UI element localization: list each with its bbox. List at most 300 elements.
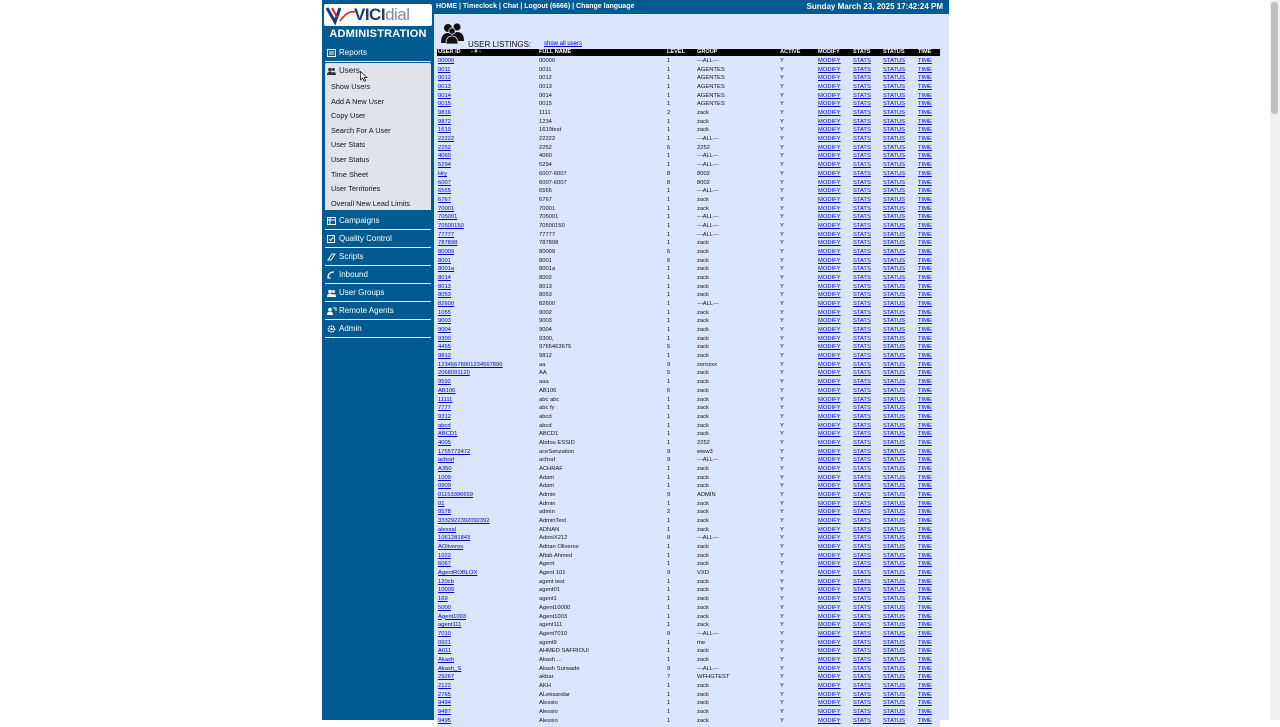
header-level[interactable]: LEVEL bbox=[667, 49, 686, 55]
time-link[interactable]: TIME bbox=[918, 144, 932, 151]
modify-link[interactable]: MODIFY bbox=[818, 153, 841, 160]
time-link[interactable]: TIME bbox=[918, 266, 932, 273]
modify-link[interactable]: MODIFY bbox=[818, 283, 841, 290]
modify-link[interactable]: MODIFY bbox=[818, 301, 841, 308]
stats-link[interactable]: STATS bbox=[853, 240, 871, 247]
user-id-link[interactable]: 6565 bbox=[438, 188, 451, 195]
time-link[interactable]: TIME bbox=[918, 483, 932, 490]
stats-link[interactable]: STATS bbox=[853, 266, 871, 273]
sidebar-section-inbound[interactable] bbox=[325, 267, 431, 284]
stats-link[interactable]: STATS bbox=[853, 387, 871, 394]
modify-link[interactable]: MODIFY bbox=[818, 101, 841, 108]
time-link[interactable]: TIME bbox=[918, 474, 932, 481]
sidebar-section-reports[interactable] bbox=[325, 45, 431, 62]
status-link[interactable]: STATUS bbox=[883, 118, 906, 125]
stats-link[interactable]: STATS bbox=[853, 75, 871, 82]
time-link[interactable]: TIME bbox=[918, 379, 932, 386]
status-link[interactable]: STATUS bbox=[883, 205, 906, 212]
header-full-name[interactable]: FULL NAME bbox=[539, 49, 572, 55]
time-link[interactable]: TIME bbox=[918, 118, 932, 125]
stats-link[interactable]: STATS bbox=[853, 66, 871, 73]
stats-link[interactable]: STATS bbox=[853, 457, 871, 464]
stats-link[interactable]: STATS bbox=[853, 587, 871, 594]
modify-link[interactable]: MODIFY bbox=[818, 639, 841, 646]
status-link[interactable]: STATUS bbox=[883, 604, 906, 611]
stats-link[interactable]: STATS bbox=[853, 205, 871, 212]
stats-link[interactable]: STATS bbox=[853, 535, 871, 542]
status-link[interactable]: STATUS bbox=[883, 257, 906, 264]
user-id-link[interactable]: 1055 bbox=[438, 309, 451, 316]
header-active[interactable]: ACTIVE bbox=[780, 49, 801, 55]
modify-link[interactable]: MODIFY bbox=[818, 552, 841, 559]
stats-link[interactable]: STATS bbox=[853, 526, 871, 533]
status-link[interactable]: STATUS bbox=[883, 535, 906, 542]
stats-link[interactable]: STATS bbox=[853, 327, 871, 334]
status-link[interactable]: STATUS bbox=[883, 283, 906, 290]
status-link[interactable]: STATUS bbox=[883, 361, 906, 368]
time-link[interactable]: TIME bbox=[918, 353, 932, 360]
stats-link[interactable]: STATS bbox=[853, 483, 871, 490]
modify-link[interactable]: MODIFY bbox=[818, 361, 841, 368]
modify-link[interactable]: MODIFY bbox=[818, 492, 841, 498]
user-id-link[interactable]: Agent1003 bbox=[438, 613, 467, 620]
user-id-link[interactable]: 9578 bbox=[438, 509, 451, 516]
time-link[interactable]: TIME bbox=[918, 66, 932, 73]
time-link[interactable]: TIME bbox=[918, 552, 932, 559]
time-link[interactable]: TIME bbox=[918, 110, 932, 117]
stats-link[interactable]: STATS bbox=[853, 275, 871, 281]
stats-link[interactable]: STATS bbox=[853, 335, 871, 342]
stats-link[interactable]: STATS bbox=[853, 413, 871, 420]
modify-link[interactable]: MODIFY bbox=[818, 84, 841, 91]
status-link[interactable]: STATUS bbox=[883, 578, 906, 585]
user-id-link[interactable]: A011 bbox=[438, 648, 452, 655]
status-link[interactable]: STATUS bbox=[883, 413, 906, 420]
stats-link[interactable]: STATS bbox=[853, 231, 871, 238]
time-link[interactable]: TIME bbox=[918, 431, 932, 438]
modify-link[interactable]: MODIFY bbox=[818, 474, 841, 481]
time-link[interactable]: TIME bbox=[918, 448, 932, 455]
modify-link[interactable]: MODIFY bbox=[818, 700, 841, 707]
modify-link[interactable]: MODIFY bbox=[818, 483, 841, 490]
user-id-link[interactable]: 8013 bbox=[438, 283, 451, 290]
stats-link[interactable]: STATS bbox=[853, 613, 871, 620]
status-link[interactable]: STATUS bbox=[883, 474, 906, 481]
user-id-link[interactable]: 8014 bbox=[438, 275, 451, 281]
stats-link[interactable]: STATS bbox=[853, 214, 871, 221]
status-link[interactable]: STATUS bbox=[883, 162, 906, 169]
time-link[interactable]: TIME bbox=[918, 570, 932, 577]
show-all-users-link[interactable]: show all users bbox=[544, 41, 583, 47]
header-group[interactable]: GROUP bbox=[697, 49, 718, 55]
time-link[interactable]: TIME bbox=[918, 578, 932, 585]
time-link[interactable]: TIME bbox=[918, 717, 932, 724]
stats-link[interactable]: STATS bbox=[853, 196, 871, 203]
modify-link[interactable]: MODIFY bbox=[818, 691, 841, 698]
user-id-link[interactable]: 9495 bbox=[438, 717, 451, 724]
user-id-link[interactable]: 2252 bbox=[438, 144, 451, 151]
status-link[interactable]: STATUS bbox=[883, 127, 906, 134]
time-link[interactable]: TIME bbox=[918, 179, 932, 186]
stats-link[interactable]: STATS bbox=[853, 58, 871, 64]
stats-link[interactable]: STATS bbox=[853, 700, 871, 707]
user-id-link[interactable]: 8053 bbox=[438, 292, 451, 299]
user-id-link[interactable]: 1619 bbox=[438, 127, 451, 134]
status-link[interactable]: STATUS bbox=[883, 396, 906, 403]
stats-link[interactable]: STATS bbox=[853, 665, 871, 672]
stats-link[interactable]: STATS bbox=[853, 492, 871, 498]
user-id-link[interactable]: agent111 bbox=[438, 622, 462, 629]
time-link[interactable]: TIME bbox=[918, 58, 932, 64]
status-link[interactable]: STATUS bbox=[883, 552, 906, 559]
time-link[interactable]: TIME bbox=[918, 422, 932, 429]
modify-link[interactable]: MODIFY bbox=[818, 500, 841, 507]
users-submenu-show-users[interactable]: Show Users bbox=[331, 82, 371, 91]
user-id-link[interactable]: 7777 bbox=[438, 405, 451, 412]
modify-link[interactable]: MODIFY bbox=[818, 144, 841, 151]
time-link[interactable]: TIME bbox=[918, 170, 932, 177]
time-link[interactable]: TIME bbox=[918, 604, 932, 611]
stats-link[interactable]: STATS bbox=[853, 353, 871, 360]
time-link[interactable]: TIME bbox=[918, 136, 932, 143]
stats-link[interactable]: STATS bbox=[853, 248, 871, 255]
status-link[interactable]: STATUS bbox=[883, 709, 906, 715]
time-link[interactable]: TIME bbox=[918, 231, 932, 238]
user-id-link[interactable]: 1061281843 bbox=[438, 535, 471, 542]
user-id-link[interactable]: 2765 bbox=[438, 691, 451, 698]
time-link[interactable]: TIME bbox=[918, 292, 932, 299]
time-link[interactable]: TIME bbox=[918, 509, 932, 516]
time-link[interactable]: TIME bbox=[918, 596, 932, 603]
modify-link[interactable]: MODIFY bbox=[818, 656, 841, 663]
time-link[interactable]: TIME bbox=[918, 544, 932, 551]
status-link[interactable]: STATUS bbox=[883, 700, 906, 707]
users-submenu-user-stats[interactable]: User Stats bbox=[331, 140, 366, 150]
time-link[interactable]: TIME bbox=[918, 665, 932, 672]
time-link[interactable]: TIME bbox=[918, 622, 932, 629]
stats-link[interactable]: STATS bbox=[853, 682, 871, 689]
modify-link[interactable]: MODIFY bbox=[818, 370, 841, 377]
stats-link[interactable]: STATS bbox=[853, 500, 871, 507]
users-submenu-user-status[interactable]: User Status bbox=[331, 155, 370, 164]
user-id-link[interactable]: 9312 bbox=[438, 413, 451, 420]
sidebar-section-campaigns[interactable] bbox=[325, 213, 431, 230]
page-scrollbar[interactable] bbox=[1270, 0, 1280, 720]
modify-link[interactable]: MODIFY bbox=[818, 318, 841, 325]
status-link[interactable]: STATUS bbox=[883, 196, 906, 203]
status-link[interactable]: STATUS bbox=[883, 58, 906, 64]
modify-link[interactable]: MODIFY bbox=[818, 439, 841, 446]
stats-link[interactable]: STATS bbox=[853, 405, 871, 412]
stats-link[interactable]: STATS bbox=[853, 162, 871, 169]
user-id-link[interactable]: 2068091120 bbox=[438, 370, 470, 377]
users-submenu-user-territories[interactable]: User Territories bbox=[331, 184, 381, 194]
time-link[interactable]: TIME bbox=[918, 630, 932, 637]
stats-link[interactable]: STATS bbox=[853, 578, 871, 585]
time-link[interactable]: TIME bbox=[918, 648, 932, 655]
status-link[interactable]: STATUS bbox=[883, 457, 906, 464]
status-link[interactable]: STATUS bbox=[883, 717, 906, 724]
modify-link[interactable]: MODIFY bbox=[818, 92, 841, 99]
stats-link[interactable]: STATS bbox=[853, 552, 871, 559]
status-link[interactable]: STATUS bbox=[883, 648, 906, 655]
time-link[interactable]: TIME bbox=[918, 613, 932, 620]
modify-link[interactable]: MODIFY bbox=[818, 266, 841, 273]
user-id-link[interactable]: 2122 bbox=[438, 682, 451, 689]
time-link[interactable]: TIME bbox=[918, 709, 932, 715]
user-id-link[interactable]: 70001 bbox=[438, 205, 455, 212]
user-id-link[interactable]: 01153396659 bbox=[438, 492, 474, 498]
time-link[interactable]: TIME bbox=[918, 465, 932, 472]
time-link[interactable]: TIME bbox=[918, 222, 932, 229]
time-link[interactable]: TIME bbox=[918, 405, 932, 412]
modify-link[interactable]: MODIFY bbox=[818, 596, 841, 603]
user-id-link[interactable]: 9872 bbox=[438, 118, 451, 125]
status-link[interactable]: STATUS bbox=[883, 439, 906, 446]
modify-link[interactable]: MODIFY bbox=[818, 188, 841, 195]
user-id-link[interactable]: Hry bbox=[438, 170, 448, 177]
user-id-link[interactable]: alexxal bbox=[438, 526, 457, 533]
time-link[interactable]: TIME bbox=[918, 257, 932, 264]
time-link[interactable]: TIME bbox=[918, 344, 932, 351]
modify-link[interactable]: MODIFY bbox=[818, 327, 841, 334]
stats-link[interactable]: STATS bbox=[853, 717, 871, 724]
stats-link[interactable]: STATS bbox=[853, 318, 871, 325]
time-link[interactable]: TIME bbox=[918, 561, 932, 568]
modify-link[interactable]: MODIFY bbox=[818, 240, 841, 247]
status-link[interactable]: STATUS bbox=[883, 492, 906, 498]
modify-link[interactable]: MODIFY bbox=[818, 587, 841, 594]
modify-link[interactable]: MODIFY bbox=[818, 344, 841, 351]
time-link[interactable]: TIME bbox=[918, 639, 932, 646]
modify-link[interactable]: MODIFY bbox=[818, 66, 841, 73]
stats-link[interactable]: STATS bbox=[853, 622, 871, 629]
stats-link[interactable]: STATS bbox=[853, 170, 871, 177]
stats-link[interactable]: STATS bbox=[853, 110, 871, 117]
sidebar-section-users[interactable] bbox=[325, 63, 431, 79]
modify-link[interactable]: MODIFY bbox=[818, 604, 841, 611]
status-link[interactable]: STATUS bbox=[883, 344, 906, 351]
user-id-link[interactable]: 9592 bbox=[438, 379, 451, 386]
time-link[interactable]: TIME bbox=[918, 457, 932, 464]
status-link[interactable]: STATUS bbox=[883, 84, 906, 91]
nav-link-timeclock[interactable]: Timeclock bbox=[462, 3, 497, 10]
time-link[interactable]: TIME bbox=[918, 691, 932, 698]
time-link[interactable]: TIME bbox=[918, 327, 932, 334]
modify-link[interactable]: MODIFY bbox=[818, 292, 841, 299]
status-link[interactable]: STATUS bbox=[883, 448, 906, 455]
time-link[interactable]: TIME bbox=[918, 275, 932, 281]
status-link[interactable]: STATUS bbox=[883, 144, 906, 151]
user-id-link[interactable]: achraf bbox=[438, 457, 455, 464]
status-link[interactable]: STATUS bbox=[883, 66, 906, 73]
modify-link[interactable]: MODIFY bbox=[818, 648, 841, 655]
modify-link[interactable]: MODIFY bbox=[818, 431, 841, 438]
modify-link[interactable]: MODIFY bbox=[818, 570, 841, 577]
modify-link[interactable]: MODIFY bbox=[818, 222, 841, 229]
modify-link[interactable]: MODIFY bbox=[818, 518, 841, 525]
time-link[interactable]: TIME bbox=[918, 205, 932, 212]
modify-link[interactable]: MODIFY bbox=[818, 110, 841, 117]
user-id-link[interactable]: 8001a bbox=[438, 266, 455, 273]
stats-link[interactable]: STATS bbox=[853, 396, 871, 403]
modify-link[interactable]: MODIFY bbox=[818, 709, 841, 715]
stats-link[interactable]: STATS bbox=[853, 544, 871, 551]
users-submenu-search-for-a-user[interactable]: Search For A User bbox=[331, 125, 391, 135]
modify-link[interactable]: MODIFY bbox=[818, 561, 841, 568]
user-id-link[interactable]: AgentROBLOX bbox=[438, 570, 478, 577]
status-link[interactable]: STATUS bbox=[883, 275, 906, 281]
status-link[interactable]: STATUS bbox=[883, 318, 906, 325]
time-link[interactable]: TIME bbox=[918, 413, 932, 420]
user-id-link[interactable]: 01 bbox=[438, 500, 445, 507]
time-link[interactable]: TIME bbox=[918, 335, 932, 342]
modify-link[interactable]: MODIFY bbox=[818, 396, 841, 403]
modify-link[interactable]: MODIFY bbox=[818, 509, 841, 516]
modify-link[interactable]: MODIFY bbox=[818, 622, 841, 629]
user-id-link[interactable]: 0014 bbox=[438, 92, 451, 99]
sidebar-section-quality-control[interactable] bbox=[325, 231, 431, 248]
stats-link[interactable]: STATS bbox=[853, 153, 871, 160]
time-link[interactable]: TIME bbox=[918, 439, 932, 446]
modify-link[interactable]: MODIFY bbox=[818, 127, 841, 134]
time-link[interactable]: TIME bbox=[918, 309, 932, 316]
status-link[interactable]: STATUS bbox=[883, 214, 906, 221]
status-link[interactable]: STATUS bbox=[883, 674, 906, 681]
stats-link[interactable]: STATS bbox=[853, 292, 871, 299]
status-link[interactable]: STATUS bbox=[883, 682, 906, 689]
users-submenu-copy-user[interactable]: Copy User bbox=[331, 111, 366, 121]
time-link[interactable]: TIME bbox=[918, 127, 932, 134]
time-link[interactable]: TIME bbox=[918, 370, 932, 377]
modify-link[interactable]: MODIFY bbox=[818, 665, 841, 672]
user-id-link[interactable]: 0012 bbox=[438, 75, 451, 82]
user-id-link[interactable]: A350 bbox=[438, 465, 452, 472]
sidebar-section-admin[interactable] bbox=[325, 321, 431, 338]
user-id-link[interactable]: Akash bbox=[438, 656, 455, 663]
status-link[interactable]: STATUS bbox=[883, 136, 906, 143]
time-link[interactable]: TIME bbox=[918, 387, 932, 394]
user-id-link[interactable]: 8001 bbox=[438, 257, 451, 264]
user-id-link[interactable]: 1755772472 bbox=[438, 448, 471, 455]
stats-link[interactable]: STATS bbox=[853, 179, 871, 186]
status-link[interactable]: STATUS bbox=[883, 613, 906, 620]
user-id-link[interactable]: 120cb bbox=[438, 578, 454, 585]
modify-link[interactable]: MODIFY bbox=[818, 170, 841, 177]
user-id-link[interactable]: 29267 bbox=[438, 674, 455, 681]
stats-link[interactable]: STATS bbox=[853, 691, 871, 698]
modify-link[interactable]: MODIFY bbox=[818, 682, 841, 689]
modify-link[interactable]: MODIFY bbox=[818, 457, 841, 464]
modify-link[interactable]: MODIFY bbox=[818, 309, 841, 316]
time-link[interactable]: TIME bbox=[918, 248, 932, 255]
status-link[interactable]: STATUS bbox=[883, 483, 906, 490]
user-id-link[interactable]: 0011 bbox=[438, 66, 451, 73]
user-id-link[interactable]: 80009 bbox=[438, 248, 455, 255]
status-link[interactable]: STATUS bbox=[883, 387, 906, 394]
stats-link[interactable]: STATS bbox=[853, 222, 871, 229]
stats-link[interactable]: STATS bbox=[853, 144, 871, 151]
user-id-link[interactable]: 9816 bbox=[438, 110, 451, 117]
status-link[interactable]: STATUS bbox=[883, 596, 906, 603]
time-link[interactable]: TIME bbox=[918, 674, 932, 681]
user-id-link[interactable]: ABCD1 bbox=[438, 431, 458, 438]
modify-link[interactable]: MODIFY bbox=[818, 535, 841, 542]
stats-link[interactable]: STATS bbox=[853, 431, 871, 438]
status-link[interactable]: STATUS bbox=[883, 240, 906, 247]
status-link[interactable]: STATUS bbox=[883, 422, 906, 429]
time-link[interactable]: TIME bbox=[918, 75, 932, 82]
user-id-link[interactable]: 0909 bbox=[438, 483, 451, 490]
modify-link[interactable]: MODIFY bbox=[818, 196, 841, 203]
time-link[interactable]: TIME bbox=[918, 526, 932, 533]
user-id-link[interactable]: 9494 bbox=[438, 700, 451, 707]
modify-link[interactable]: MODIFY bbox=[818, 353, 841, 360]
modify-link[interactable]: MODIFY bbox=[818, 275, 841, 281]
time-link[interactable]: TIME bbox=[918, 318, 932, 325]
time-link[interactable]: TIME bbox=[918, 535, 932, 542]
user-id-link[interactable]: AB106 bbox=[438, 387, 456, 394]
status-link[interactable]: STATUS bbox=[883, 656, 906, 663]
stats-link[interactable]: STATS bbox=[853, 509, 871, 516]
user-id-link[interactable]: 0921 bbox=[438, 639, 451, 646]
header-row-number[interactable]: - # - bbox=[471, 49, 481, 55]
status-link[interactable]: STATUS bbox=[883, 526, 906, 533]
time-link[interactable]: TIME bbox=[918, 162, 932, 169]
modify-link[interactable]: MODIFY bbox=[818, 578, 841, 585]
modify-link[interactable]: MODIFY bbox=[818, 231, 841, 238]
users-submenu-overall-new-lead-limits[interactable]: Overall New Lead Limits bbox=[331, 198, 411, 208]
user-id-link[interactable]: 169 bbox=[438, 596, 448, 603]
modify-link[interactable]: MODIFY bbox=[818, 717, 841, 724]
stats-link[interactable]: STATS bbox=[853, 118, 871, 125]
header-user-id[interactable]: USER ID bbox=[438, 49, 461, 55]
stats-link[interactable]: STATS bbox=[853, 570, 871, 577]
status-link[interactable]: STATUS bbox=[883, 153, 906, 160]
status-link[interactable]: STATUS bbox=[883, 292, 906, 299]
user-id-link[interactable]: 0013 bbox=[438, 84, 451, 91]
time-link[interactable]: TIME bbox=[918, 518, 932, 525]
user-id-link[interactable]: 6767 bbox=[438, 196, 451, 203]
time-link[interactable]: TIME bbox=[918, 101, 932, 108]
nav-link-chat[interactable]: Chat bbox=[502, 3, 519, 10]
user-id-link[interactable]: 11111 bbox=[438, 396, 453, 403]
status-link[interactable]: STATUS bbox=[883, 500, 906, 507]
modify-link[interactable]: MODIFY bbox=[818, 75, 841, 82]
time-link[interactable]: TIME bbox=[918, 196, 932, 203]
scrollbar-thumb[interactable] bbox=[1271, 2, 1278, 114]
nav-link-logout-6666[interactable]: Logout (6666) bbox=[524, 3, 571, 10]
user-id-link[interactable]: AOliveros bbox=[438, 544, 464, 551]
stats-link[interactable]: STATS bbox=[853, 283, 871, 290]
status-link[interactable]: STATUS bbox=[883, 92, 906, 99]
modify-link[interactable]: MODIFY bbox=[818, 335, 841, 342]
user-id-link[interactable]: 705001 bbox=[438, 214, 458, 221]
modify-link[interactable]: MODIFY bbox=[818, 58, 841, 64]
stats-link[interactable]: STATS bbox=[853, 422, 871, 429]
stats-link[interactable]: STATS bbox=[853, 301, 871, 308]
user-id-link[interactable]: 9004 bbox=[438, 327, 451, 334]
modify-link[interactable]: MODIFY bbox=[818, 422, 841, 429]
status-link[interactable]: STATUS bbox=[883, 309, 906, 316]
time-link[interactable]: TIME bbox=[918, 84, 932, 91]
stats-link[interactable]: STATS bbox=[853, 84, 871, 91]
user-id-link[interactable]: 4060 bbox=[438, 153, 451, 160]
user-id-link[interactable]: 9003 bbox=[438, 318, 451, 325]
user-id-link[interactable]: abcd bbox=[438, 422, 451, 429]
status-link[interactable]: STATUS bbox=[883, 587, 906, 594]
stats-link[interactable]: STATS bbox=[853, 379, 871, 386]
